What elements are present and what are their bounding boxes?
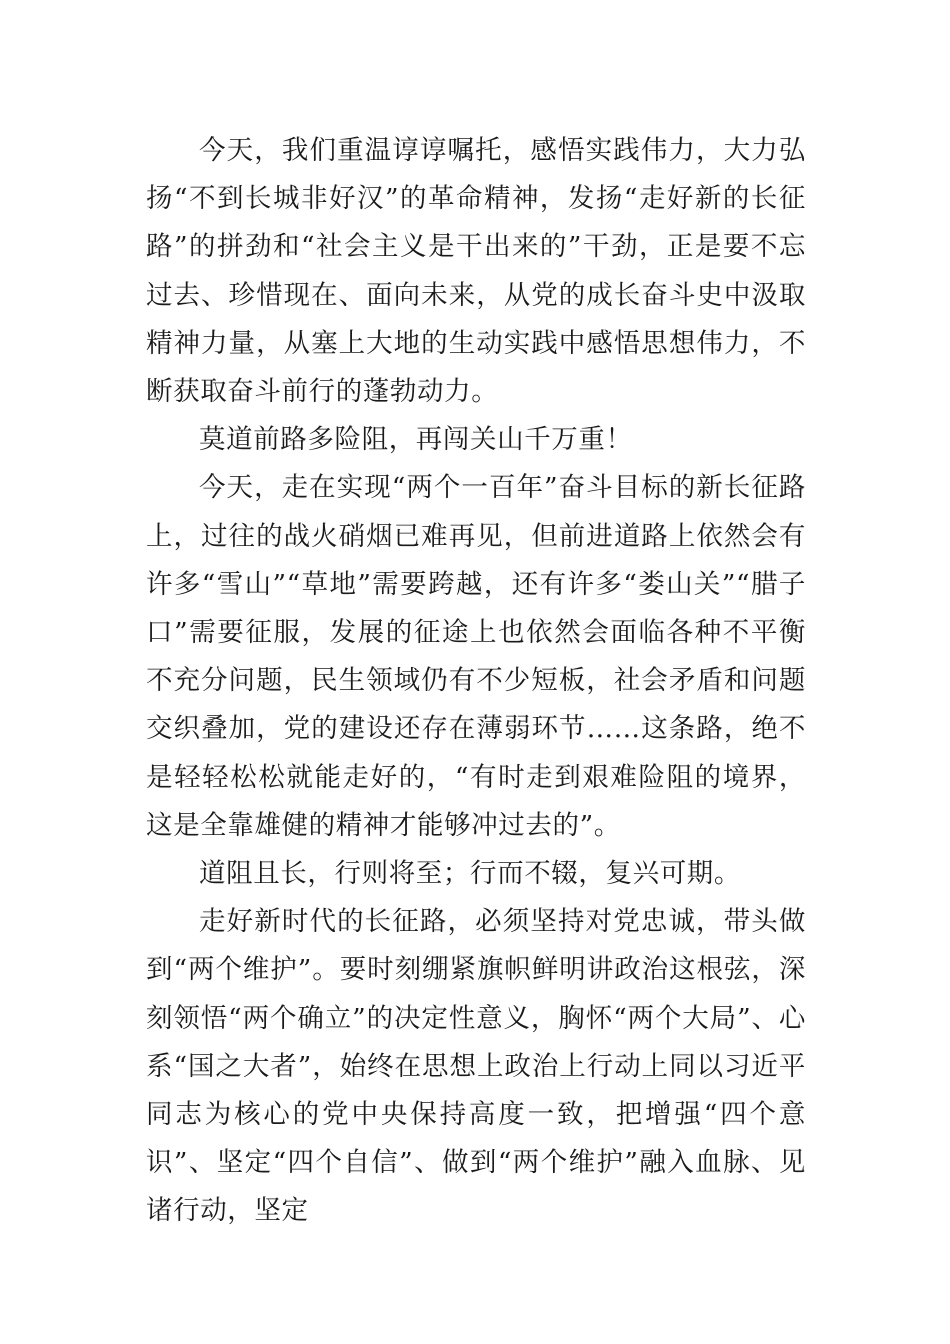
paragraph-1: 今天，我们重温谆谆嘱托，感悟实践伟力，大力弘扬“不到长城非好汉”的革命精神，发扬“走好新的长征路”的拼劲和“社会主义是干出来的”干劲，正是要不忘过去、珍惜现在、面向未来，从党的成长奋斗史中汲取精神力量，从塞上大地的生动实践中感悟思想伟力，不断获取奋斗前行的蓬勃动力。: [146, 135, 806, 408]
paragraph-2: 莫道前路多险阻，再闯关山千万重！: [199, 424, 633, 456]
paragraph-5: 走好新时代的长征路，必须坚持对党忠诚，带头做到“两个维护”。要时刻绷紧旗帜鲜明讲政治这根弦，深刻领悟“两个确立”的决定性意义，胸怀“两个大局”、心系“国之大者”，始终在思想上政治上行动上同以习近平同志为核心的党中央保持高度一致，把增强“四个意识”、坚定“四个自信”、做到“两个维护”融入血脉、见诸行动，坚定: [146, 906, 806, 1227]
paragraph-4: 道阻且长，行则将至；行而不辍，复兴可期。: [199, 858, 741, 890]
document-body: [146, 127, 806, 1236]
paragraph-3: 今天，走在实现“两个一百年”奋斗目标的新长征路上，过往的战火硝烟已难再见，但前进道路上依然会有许多“雪山”“草地”需要跨越，还有许多“娄山关”“腊子口”需要征服，发展的征途上也依然会面临各种不平衡不充分问题，民生领域仍有不少短板，社会矛盾和问题交织叠加，党的建设还存在薄弱环节……这条路，绝不是轻轻松松就能走好的，“有时走到艰难险阻的境界，这是全靠雄健的精神才能够冲过去的”。: [146, 472, 806, 841]
